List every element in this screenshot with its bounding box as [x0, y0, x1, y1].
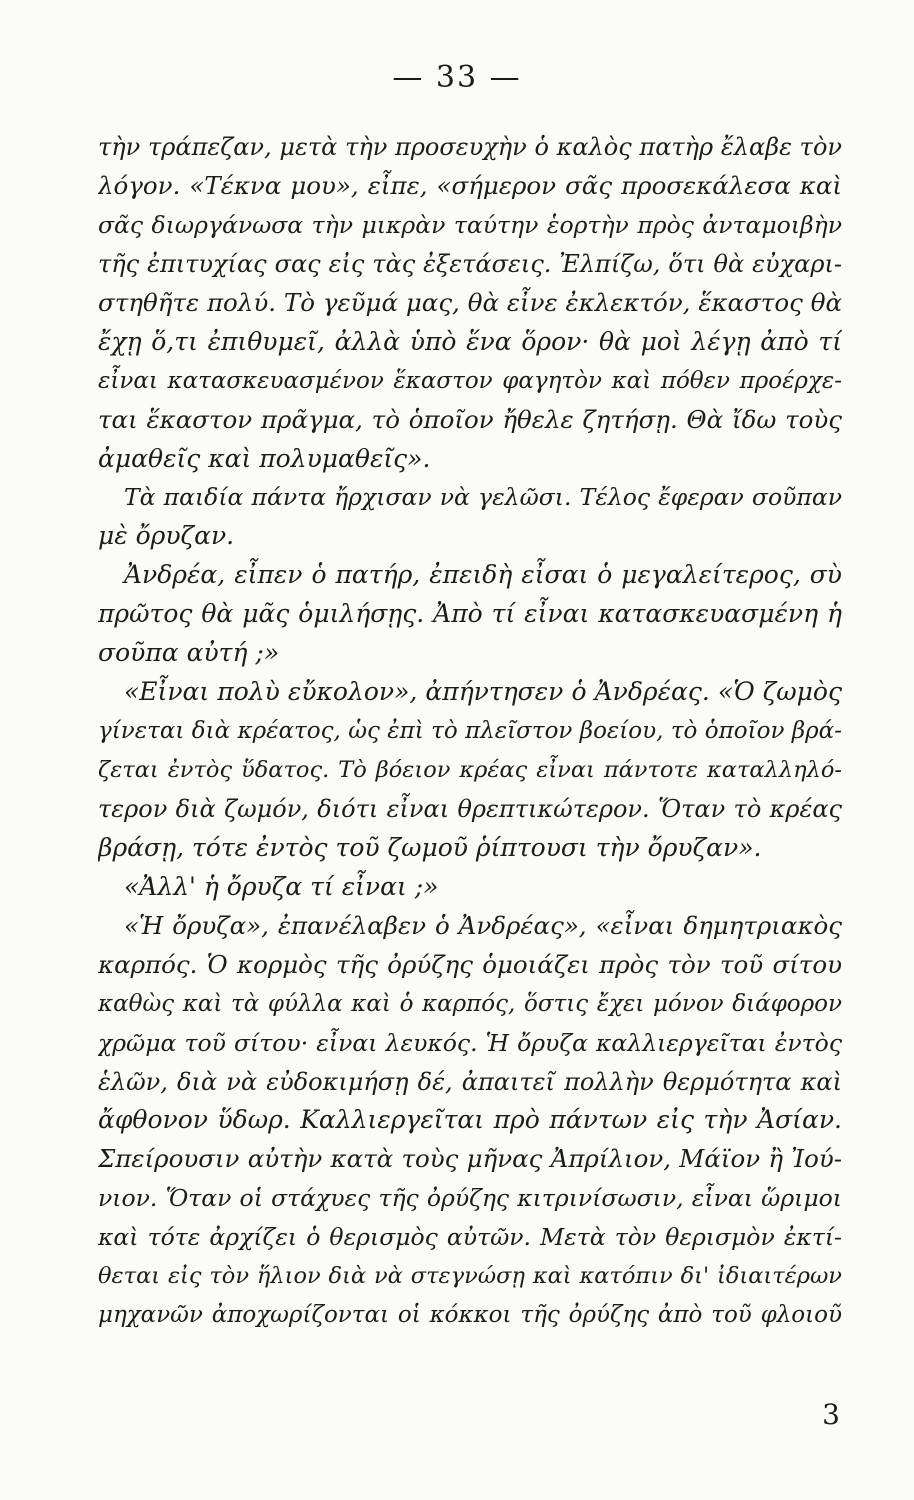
text-line: τὴν τράπεζαν, μετὰ τὴν προσευχὴν ὁ καλὸς πατὴρ ἔλαβε τὸν	[98, 133, 842, 161]
text-line: βράσῃ, τότε ἐντὸς τοῦ ζωμοῦ ῥίπτουσι τὴν ὄρυζαν».	[98, 832, 762, 862]
body-text	[98, 128, 842, 1335]
text-line: Σπείρουσιν αὐτὴν κατὰ τοὺς μῆνας Ἀπρίλιον, Μάϊον ἢ Ἰού-	[98, 1144, 842, 1174]
text-line: ται ἕκαστον πρᾶγμα, τὸ ὁποῖον ἤθελε ζητήσῃ. Θὰ ἴδω τοὺς	[98, 404, 842, 434]
text-line: καθὼς καὶ τὰ φύλλα καὶ ὁ καρπός, ὅστις ἔχει μόνον διάφορον	[98, 990, 842, 1017]
text-line: νιον. Ὅταν οἱ στάχυες τῆς ὀρύζης κιτρινίσωσιν, εἶναι ὥριμοι	[98, 1184, 842, 1213]
text-line: μὲ ὄρυζαν.	[98, 521, 235, 551]
text-line: εἶναι κατασκευασμένον ἕκαστον φαγητὸν καὶ πόθεν προέρχε-	[98, 367, 842, 394]
text-line: Τὰ παιδία πάντα ἤρχισαν νὰ γελῶσι. Τέλος ἔφεραν σοῦπαν	[124, 483, 842, 512]
text-line: γίνεται διὰ κρέατος, ὡς ἐπὶ τὸ πλεῖστον βοείου, τὸ ὁποῖον βρά-	[98, 718, 842, 745]
text-line: «Ἡ ὄρυζα», ἐπανέλαβεν ὁ Ἀνδρέας», «εἶναι δημητριακὸς	[124, 910, 842, 940]
signature-mark: 3	[822, 1398, 840, 1431]
text-line: ἄφθονον ὕδωρ. Καλλιεργεῖται πρὸ πάντων εἰς τὴν Ἀσίαν.	[98, 1105, 842, 1135]
page-number: — 33 —	[392, 60, 522, 95]
text-line: ἀμαθεῖς καὶ πολυμαθεῖς».	[98, 443, 431, 473]
text-line: ζεται ἐντὸς ὕδατος. Τὸ βόειον κρέας εἶναι πάντοτε καταλληλό-	[98, 757, 842, 783]
text-line: σᾶς διωργάνωσα τὴν μικρὰν ταύτην ἑορτὴν πρὸς ἀνταμοιβὴν	[98, 210, 842, 239]
text-line: τερον διὰ ζωμόν, διότι εἶναι θρεπτικώτερον. Ὅταν τὸ κρέας	[98, 794, 842, 823]
text-line: λόγον. «Τέκνα μου», εἶπε, «σήμερον σᾶς προσεκάλεσα καὶ	[98, 170, 842, 200]
text-line: χρῶμα τοῦ σίτου· εἶναι λευκός. Ἡ ὄρυζα καλλιεργεῖται ἐντὸς	[98, 1028, 842, 1057]
text-line: «Εἶναι πολὺ εὔκολον», ἀπήντησεν ὁ Ἀνδρέας. «Ὁ ζωμὸς	[124, 677, 842, 707]
text-line: ἑλῶν, διὰ νὰ εὐδοκιμήσῃ δέ, ἀπαιτεῖ πολλὴν θερμότητα καὶ	[98, 1067, 842, 1096]
text-line: θεται εἰς τὸν ἥλιον διὰ νὰ στεγνώσῃ καὶ κατόπιν δι' ἰδιαιτέρων	[98, 1263, 842, 1290]
text-line: πρῶτος θὰ μᾶς ὁμιλήσῃς. Ἀπὸ τί εἶναι κατασκευασμένη ἡ	[98, 599, 842, 629]
text-line: Ἀνδρέα, εἶπεν ὁ πατήρ, ἐπειδὴ εἶσαι ὁ μεγαλείτερος, σὺ	[124, 560, 842, 590]
text-line: καὶ τότε ἀρχίζει ὁ θερισμὸς αὐτῶν. Μετὰ τὸν θερισμὸν ἐκτί-	[98, 1223, 842, 1252]
text-line: μηχανῶν ἀποχωρίζονται οἱ κόκκοι τῆς ὀρύζης ἀπὸ τοῦ φλοιοῦ	[98, 1302, 842, 1329]
text-line: στηθῆτε πολύ. Τὸ γεῦμά μας, θὰ εἶνε ἐκλεκτόν, ἕκαστος θὰ	[98, 287, 842, 317]
text-line: σοῦπα αὐτή ;»	[98, 638, 280, 668]
text-line: καρπός. Ὁ κορμὸς τῆς ὀρύζης ὁμοιάζει πρὸς τὸν τοῦ σίτου	[98, 949, 842, 979]
text-line: ἔχῃ ὅ,τι ἐπιθυμεῖ, ἀλλὰ ὑπὸ ἕνα ὅρον· θὰ μοὶ λέγῃ ἀπὸ τί	[98, 326, 842, 356]
text-line: «Ἀλλ' ἡ ὄρυζα τί εἶναι ;»	[124, 871, 439, 901]
text-line: τῆς ἐπιτυχίας σας εἰς τὰς ἐξετάσεις. Ἐλπίζω, ὅτι θὰ εὐχαρι-	[98, 249, 842, 278]
